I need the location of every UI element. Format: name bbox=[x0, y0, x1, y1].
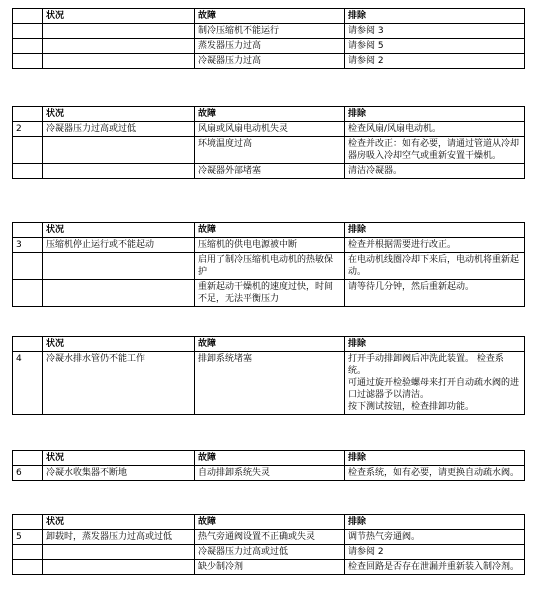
status-cell: 冷凝水收集器不断地 bbox=[43, 466, 195, 481]
table-row bbox=[13, 545, 525, 560]
status-cell bbox=[43, 280, 195, 307]
remedy-cell: 调节热气旁通阀。 bbox=[345, 530, 525, 545]
troubleshooting-table-2 bbox=[12, 106, 525, 179]
fault-cell: 缺少制冷剂 bbox=[195, 560, 345, 575]
header-row bbox=[13, 337, 525, 352]
troubleshooting-table-1 bbox=[12, 8, 525, 69]
fault-cell: 蒸发器压力过高 bbox=[195, 39, 345, 54]
remedy-cell: 请参阅 2 bbox=[345, 54, 525, 69]
table-row bbox=[13, 122, 525, 137]
remedy-cell: 请参阅 3 bbox=[345, 24, 525, 39]
table-row bbox=[13, 39, 525, 54]
header-status: 状况 bbox=[43, 451, 195, 466]
remedy-cell: 检查并改正：如有必要，请通过管道从冷却器房吸入冷却空气或重新安置干燥机。 bbox=[345, 137, 525, 164]
header-fault: 故障 bbox=[195, 107, 345, 122]
row-number-cell bbox=[13, 560, 43, 575]
header-no-cell bbox=[13, 515, 43, 530]
remedy-cell: 在电动机线圈冷却下来后，电动机将重新起动。 bbox=[345, 253, 525, 280]
header-remedy: 排除 bbox=[345, 451, 525, 466]
troubleshooting-table-6 bbox=[12, 514, 525, 575]
header-status: 状况 bbox=[43, 107, 195, 122]
troubleshooting-table-3 bbox=[12, 222, 525, 307]
row-number-cell bbox=[13, 164, 43, 179]
row-number-cell bbox=[13, 253, 43, 280]
header-fault: 故障 bbox=[195, 451, 345, 466]
header-remedy: 排除 bbox=[345, 9, 525, 24]
remedy-cell: 检查风扇/风扇电动机。 bbox=[345, 122, 525, 137]
table-row bbox=[13, 560, 525, 575]
table-row bbox=[13, 280, 525, 307]
header-status: 状况 bbox=[43, 9, 195, 24]
remedy-cell: 检查并根据需要进行改正。 bbox=[345, 238, 525, 253]
fault-cell: 冷凝器压力过高 bbox=[195, 54, 345, 69]
remedy-cell: 检查回路是否存在泄漏并重新装入制冷剂。 bbox=[345, 560, 525, 575]
header-no-cell bbox=[13, 337, 43, 352]
table-row bbox=[13, 137, 525, 164]
header-remedy: 排除 bbox=[345, 515, 525, 530]
row-number-cell bbox=[13, 39, 43, 54]
header-row bbox=[13, 223, 525, 238]
header-remedy: 排除 bbox=[345, 337, 525, 352]
header-row bbox=[13, 107, 525, 122]
table-row bbox=[13, 253, 525, 280]
table-row bbox=[13, 24, 525, 39]
header-row bbox=[13, 451, 525, 466]
header-row bbox=[13, 515, 525, 530]
fault-cell: 重新起动干燥机的速度过快，时间不足，无法平衡压力 bbox=[195, 280, 345, 307]
remedy-cell: 检查系统，如有必要，请更换自动疏水阀。 bbox=[345, 466, 525, 481]
table-row bbox=[13, 352, 525, 415]
remedy-cell: 请参阅 2 bbox=[345, 545, 525, 560]
fault-cell: 冷凝器压力过高或过低 bbox=[195, 545, 345, 560]
row-number-cell: 4 bbox=[13, 352, 43, 415]
header-no-cell bbox=[13, 9, 43, 24]
fault-cell: 风扇或风扇电动机失灵 bbox=[195, 122, 345, 137]
fault-cell: 热气旁通阀设置不正确或失灵 bbox=[195, 530, 345, 545]
fault-cell: 启用了制冷压缩机电动机的热敏保护 bbox=[195, 253, 345, 280]
header-no-cell bbox=[13, 451, 43, 466]
header-row bbox=[13, 9, 525, 24]
header-status: 状况 bbox=[43, 337, 195, 352]
status-cell bbox=[43, 54, 195, 69]
header-remedy: 排除 bbox=[345, 107, 525, 122]
row-number-cell bbox=[13, 24, 43, 39]
row-number-cell: 2 bbox=[13, 122, 43, 137]
table-row bbox=[13, 530, 525, 545]
status-cell bbox=[43, 137, 195, 164]
status-cell bbox=[43, 24, 195, 39]
status-cell bbox=[43, 164, 195, 179]
fault-cell: 自动排卸系统失灵 bbox=[195, 466, 345, 481]
fault-cell: 制冷压缩机不能运行 bbox=[195, 24, 345, 39]
header-fault: 故障 bbox=[195, 515, 345, 530]
row-number-cell: 5 bbox=[13, 530, 43, 545]
row-number-cell bbox=[13, 137, 43, 164]
fault-cell: 排卸系统堵塞 bbox=[195, 352, 345, 415]
troubleshooting-table-4 bbox=[12, 336, 525, 415]
status-cell: 冷凝水排水管仍不能工作 bbox=[43, 352, 195, 415]
status-cell: 压缩机停止运行或不能起动 bbox=[43, 238, 195, 253]
header-status: 状况 bbox=[43, 515, 195, 530]
status-cell bbox=[43, 39, 195, 54]
header-status: 状况 bbox=[43, 223, 195, 238]
remedy-cell: 打开手动排卸阀后冲洗此装置。 检查系统。 可通过旋开检验螺母来打开自动疏水阀的进口过滤器予以清洁。 按下测试按钮，检查排卸功能。 bbox=[345, 352, 525, 415]
header-no-cell bbox=[13, 107, 43, 122]
status-cell: 冷凝器压力过高或过低 bbox=[43, 122, 195, 137]
table-row bbox=[13, 164, 525, 179]
fault-cell: 冷凝器外部堵塞 bbox=[195, 164, 345, 179]
remedy-cell: 请等待几分钟，然后重新起动。 bbox=[345, 280, 525, 307]
header-remedy: 排除 bbox=[345, 223, 525, 238]
row-number-cell bbox=[13, 280, 43, 307]
status-cell: 卸载时，蒸发器压力过高或过低 bbox=[43, 530, 195, 545]
header-no-cell bbox=[13, 223, 43, 238]
header-fault: 故障 bbox=[195, 9, 345, 24]
status-cell bbox=[43, 545, 195, 560]
row-number-cell bbox=[13, 545, 43, 560]
fault-cell: 环境温度过高 bbox=[195, 137, 345, 164]
row-number-cell bbox=[13, 54, 43, 69]
row-number-cell: 6 bbox=[13, 466, 43, 481]
troubleshooting-table-5 bbox=[12, 450, 525, 481]
header-fault: 故障 bbox=[195, 337, 345, 352]
status-cell bbox=[43, 560, 195, 575]
fault-cell: 压缩机的供电电源被中断 bbox=[195, 238, 345, 253]
table-row bbox=[13, 54, 525, 69]
remedy-cell: 请参阅 5 bbox=[345, 39, 525, 54]
row-number-cell: 3 bbox=[13, 238, 43, 253]
table-row bbox=[13, 238, 525, 253]
table-row bbox=[13, 466, 525, 481]
status-cell bbox=[43, 253, 195, 280]
header-fault: 故障 bbox=[195, 223, 345, 238]
remedy-cell: 清洁冷凝器。 bbox=[345, 164, 525, 179]
